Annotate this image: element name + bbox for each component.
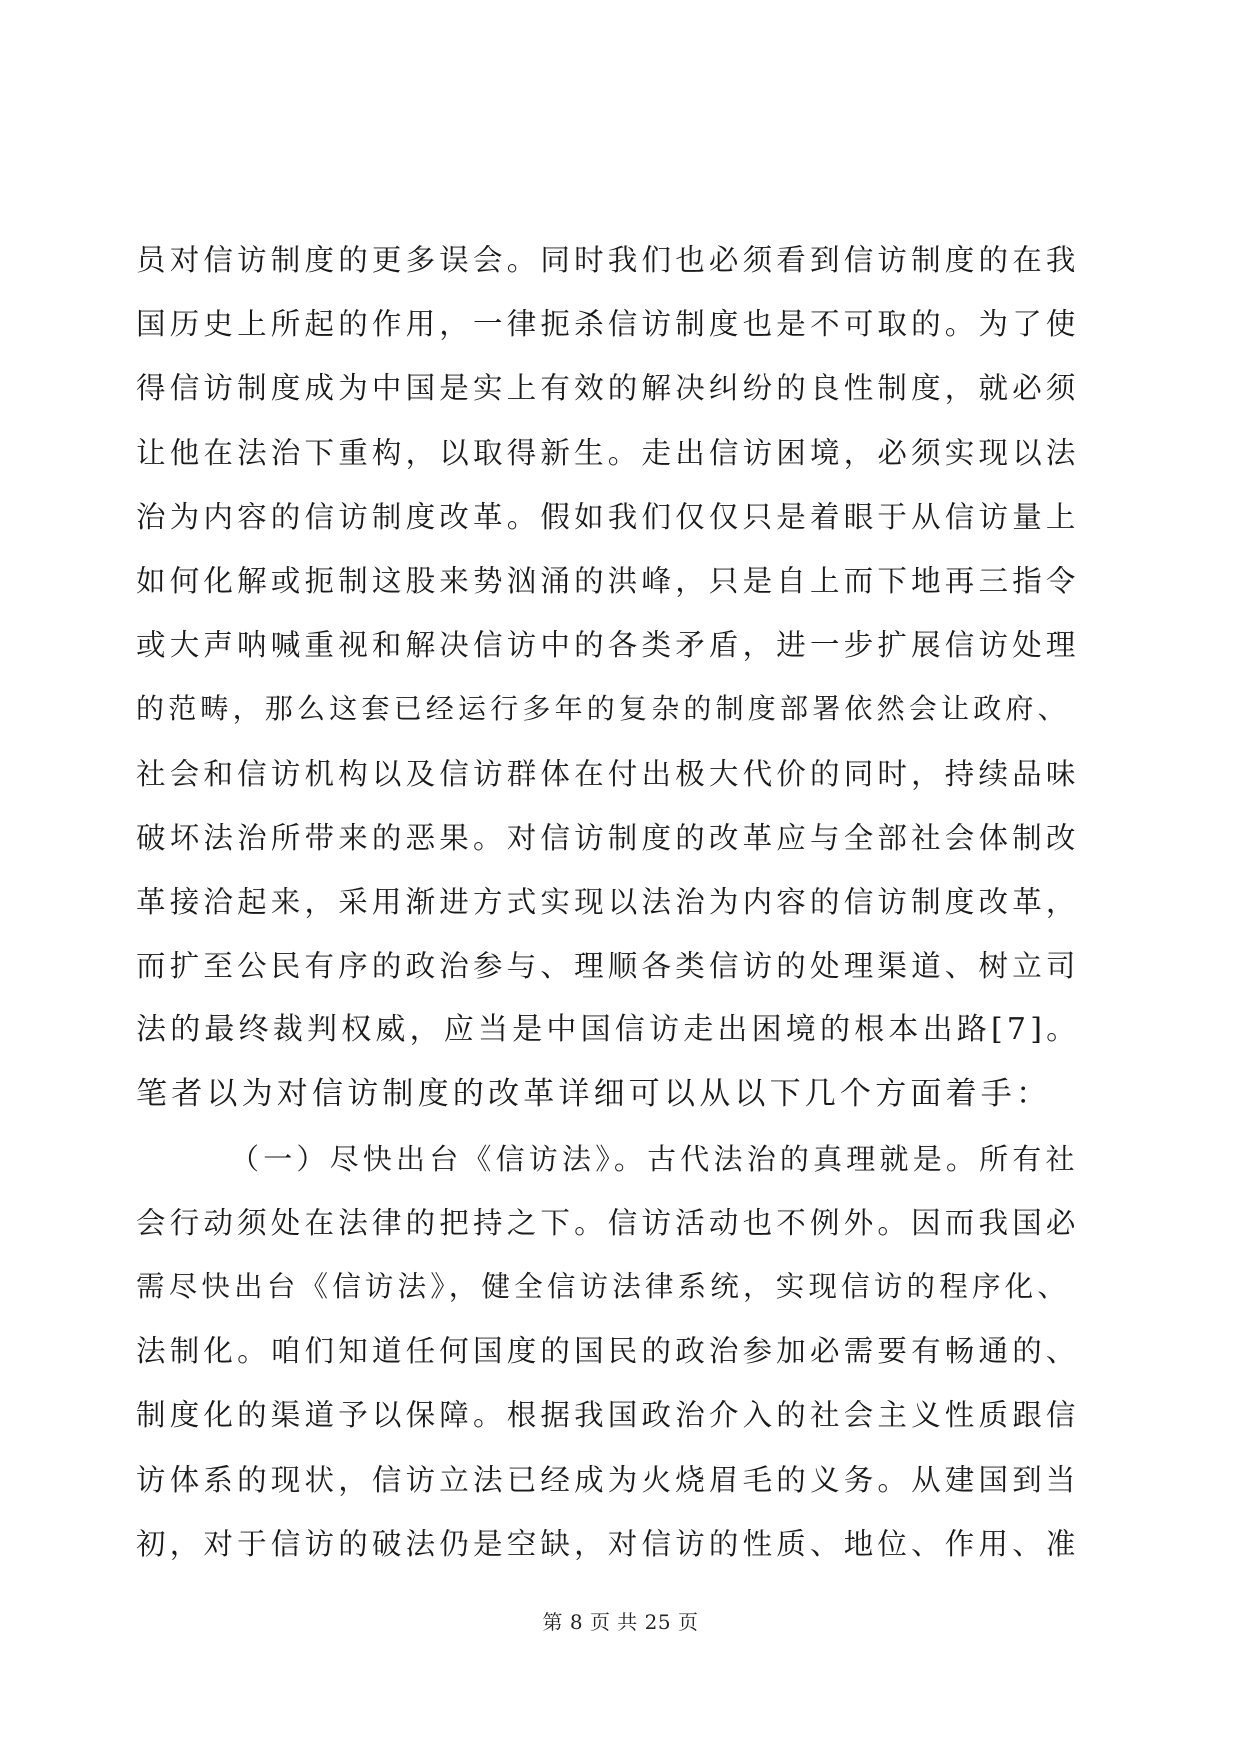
body-text bbox=[136, 228, 1080, 1576]
text-line: 社会和信访机构以及信访群体在付出极大代价的同时，持续品味 bbox=[136, 756, 1080, 791]
text-line: 法的最终裁判权威，应当是中国信访走出困境的根本出路[7]。 bbox=[136, 1012, 1080, 1048]
text-line: 笔者以为对信访制度的改革详细可以从以下几个方面着手： bbox=[136, 1076, 1052, 1113]
text-line: 国历史上所起的作用，一律扼杀信访制度也是不可取的。为了使 bbox=[136, 307, 1080, 342]
text-line: 革接洽起来，采用渐进方式实现以法治为内容的信访制度改革， bbox=[136, 884, 1080, 919]
text-line: 访体系的现状，信访立法已经成为火烧眉毛的义务。从建国到当 bbox=[136, 1462, 1080, 1497]
text-line: 治为内容的信访制度改革。假如我们仅仅只是着眼于从信访量上 bbox=[136, 499, 1080, 534]
text-line: （一）尽快出台《信访法》。古代法治的真理就是。所有社 bbox=[230, 1141, 1079, 1176]
text-line: 而扩至公民有序的政治参与、理顺各类信访的处理渠道、树立司 bbox=[136, 949, 1080, 984]
text-line: 破坏法治所带来的恶果。对信访制度的改革应与全部社会体制改 bbox=[136, 820, 1080, 855]
text-line: 会行动须处在法律的把持之下。信访活动也不例外。因而我国必 bbox=[136, 1205, 1080, 1240]
text-line: 需尽快出台《信访法》，健全信访法律系统，实现信访的程序化、 bbox=[136, 1270, 1071, 1303]
text-line: 得信访制度成为中国是实上有效的解决纠纷的良性制度，就必须 bbox=[136, 371, 1080, 406]
text-line: 让他在法治下重构，以取得新生。走出信访困境，必须实现以法 bbox=[136, 435, 1080, 470]
text-line: 或大声呐喊重视和解决信访中的各类矛盾，进一步扩展信访处理 bbox=[136, 628, 1080, 663]
text-line: 法制化。咱们知道任何国度的国民的政治参加必需要有畅通的、 bbox=[136, 1334, 1080, 1369]
text-line: 如何化解或扼制这股来势汹涌的洪峰，只是自上而下地再三指令 bbox=[136, 563, 1080, 598]
text-line: 的范畴，那么这套已经运行多年的复杂的制度部署依然会让政府、 bbox=[136, 692, 1070, 726]
page-number-footer: 第 8 页 共 25 页 bbox=[542, 1610, 699, 1634]
text-line: 制度化的渠道予以保障。根据我国政治介入的社会主义性质跟信 bbox=[136, 1398, 1080, 1433]
text-line: 初，对于信访的破法仍是空缺，对信访的性质、地位、作用、准 bbox=[136, 1526, 1080, 1561]
text-line: 员对信访制度的更多误会。同时我们也必须看到信访制度的在我 bbox=[136, 243, 1080, 277]
